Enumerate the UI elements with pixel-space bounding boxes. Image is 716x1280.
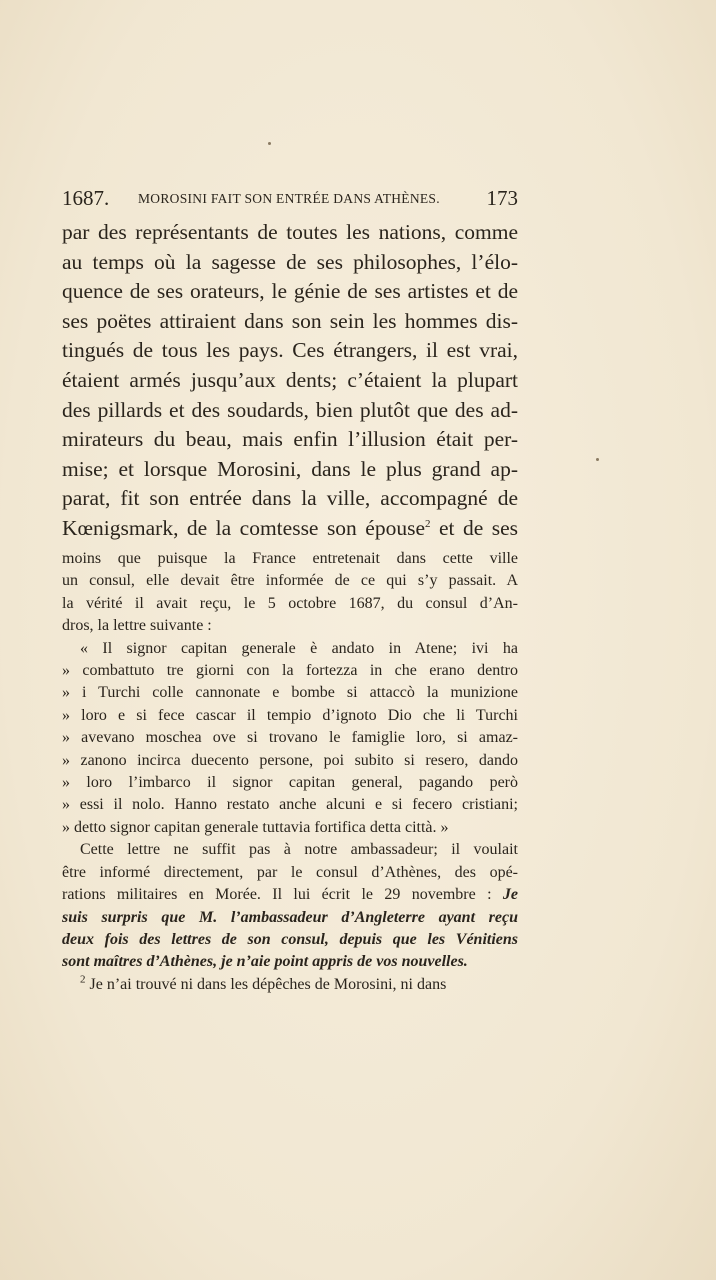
text-line: ses poëtes attiraient dans son sein les hommes dis- — [62, 308, 518, 333]
text-line: au temps où la sagesse de ses philosophes, l’élo- — [62, 249, 518, 274]
header-title: MOROSINI FAIT SON ENTRÉE DANS ATHÈNES. — [138, 191, 440, 206]
text-line: étaient armés jusqu’aux dents; c’étaient la plupart — [62, 367, 518, 392]
note-line: » zanono incirca duecento persone, poi subito si resero, dando — [62, 751, 518, 769]
text-line: mise; et lorsque Morosini, dans le plus grand ap- — [62, 456, 518, 481]
note-line: » avevano moschea ove si trovano le famiglie loro, si amaz- — [62, 729, 518, 747]
note-line-italic: deux fois des lettres de son consul, depuis que les Vénitiens — [62, 930, 518, 948]
header-year: 1687. — [62, 186, 110, 210]
note-line: « Il signor capitan generale è andato in Atene; ivi ha — [80, 639, 518, 657]
paper-speck — [596, 458, 599, 461]
note-line-italic: suis surpris que M. l’ambassadeur d’Angleterre ayant reçu — [62, 908, 518, 926]
note-line: » loro l’imbarco il signor capitan general, pagando però — [62, 774, 518, 792]
text-line: tingués de tous les pays. Ces étrangers, il est vrai, — [62, 338, 518, 363]
text-segment: Je n’ai trouvé ni dans les dépêches de Morosini, ni dans — [85, 975, 447, 993]
note-line: » combattuto tre giorni con la fortezza in che erano dentro — [62, 662, 518, 680]
footnote-ref: 2 — [425, 517, 431, 530]
main-text — [62, 218, 518, 544]
text-line: quence de ses orateurs, le génie de ses artistes et de — [62, 279, 518, 304]
note-line: » essi il nolo. Hanno restato anche alcuni e si fecero cristiani; — [62, 796, 518, 814]
text-line: des pillards et des soudards, bien plutôt que des ad- — [62, 397, 518, 422]
note-line: un consul, elle devait être informée de ce qui s’y passait. A — [62, 572, 518, 590]
note-line: » detto signor capitan generale tuttavia fortifica detta città. » — [62, 818, 449, 836]
text-line: par des représentants de toutes les nations, comme — [62, 220, 518, 244]
text-line: parat, fit son entrée dans la ville, accompagné de — [62, 486, 518, 511]
note-line: Cette lettre ne suffit pas à notre ambassadeur; il voulait — [80, 841, 518, 859]
note-line: être informé directement, par le consul d’Athènes, des opé- — [62, 863, 518, 881]
text-line — [62, 514, 518, 544]
page-number: 173 — [486, 186, 518, 210]
italic-segment: Je — [502, 886, 518, 904]
note-line — [62, 974, 518, 996]
text-line: mirateurs du beau, mais enfin l’illusion était per- — [62, 427, 518, 452]
running-head — [62, 186, 518, 214]
note-line: la vérité il avait reçu, le 5 octobre 1687, du consul d’An- — [62, 594, 518, 612]
footnote-marker: 2 — [80, 973, 86, 986]
note-line-italic: sont maîtres d’Athènes, je n’aie point appris de vos nouvelles. — [62, 953, 468, 971]
note-line: » loro e si fece cascar il tempio d’ignoto Dio che li Turchi — [62, 706, 518, 724]
note-line: moins que puisque la France entretenait dans cette ville — [62, 550, 518, 567]
note-line: dros, la lettre suivante : — [62, 617, 212, 635]
note-line: » i Turchi colle cannonate e bombe si attaccò la munizione — [62, 684, 518, 702]
paper-speck — [268, 142, 271, 145]
footnotes — [62, 548, 518, 996]
text-segment: et de ses — [430, 515, 518, 540]
note-line — [62, 884, 518, 906]
text-segment: rations militaires en Morée. Il lui écrit le 29 novembre : — [62, 886, 503, 904]
text-segment: Kœnigsmark, de la comtesse son épouse — [62, 515, 425, 540]
